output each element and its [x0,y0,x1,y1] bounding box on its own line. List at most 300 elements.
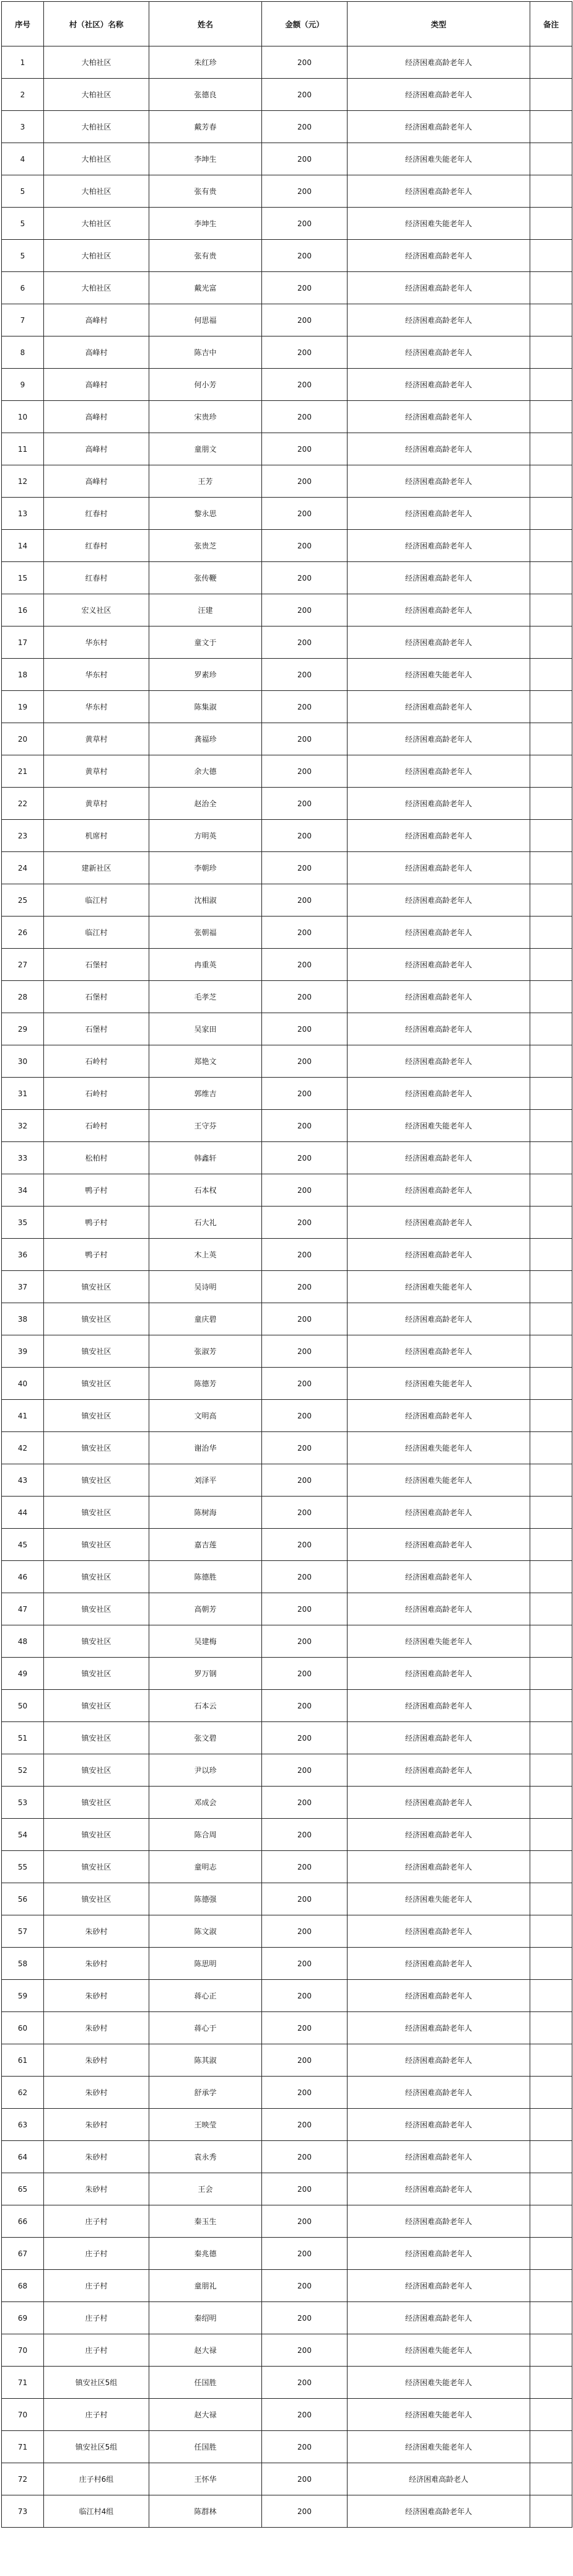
cell-name: 谢治华 [149,1432,262,1464]
cell-name: 张有贵 [149,240,262,272]
cell-index: 36 [2,1239,44,1271]
table-row [2,820,572,852]
table-row [2,2367,572,2399]
cell-name: 秦玉生 [149,2205,262,2238]
cell-index: 10 [2,401,44,433]
cell-amount: 200 [262,1432,348,1464]
table-row [2,723,572,755]
cell-village: 朱砂村 [44,2077,149,2109]
cell-type: 经济困难高龄老年人 [348,1658,530,1690]
cell-type: 经济困难高龄老年人 [348,304,530,336]
table-row [2,208,572,240]
cell-village: 镇安社区 [44,1754,149,1787]
table-row [2,1722,572,1754]
cell-index: 51 [2,1722,44,1754]
cell-remark [530,208,572,240]
cell-remark [530,2302,572,2334]
cell-index: 71 [2,2367,44,2399]
cell-amount: 200 [262,111,348,143]
cell-village: 松柏村 [44,1142,149,1174]
cell-amount: 200 [262,465,348,498]
table-row [2,949,572,981]
cell-name: 吴家田 [149,1013,262,1045]
cell-village: 石岭村 [44,1078,149,1110]
cell-name: 王守芬 [149,1110,262,1142]
cell-village: 镇安社区5组 [44,2431,149,2463]
cell-name: 陈集淑 [149,691,262,723]
cell-type: 经济困难高龄老年人 [348,1948,530,1980]
cell-name: 张传鞭 [149,562,262,594]
cell-amount: 200 [262,1851,348,1883]
header-index: 序号 [2,2,44,46]
cell-type: 经济困难高龄老年人 [348,498,530,530]
cell-name: 陈德强 [149,1883,262,1915]
cell-amount: 200 [262,949,348,981]
cell-type: 经济困难高龄老年人 [348,1561,530,1593]
cell-name: 文明高 [149,1400,262,1432]
cell-amount: 200 [262,852,348,884]
cell-type: 经济困难失能老年人 [348,2334,530,2367]
cell-remark [530,111,572,143]
cell-index: 38 [2,1303,44,1335]
cell-village: 大柏社区 [44,175,149,208]
cell-index: 40 [2,1368,44,1400]
cell-index: 23 [2,820,44,852]
cell-type: 经济困难高龄老年人 [348,1980,530,2012]
cell-index: 15 [2,562,44,594]
cell-amount: 200 [262,2495,348,2528]
table-row [2,1174,572,1207]
cell-amount: 200 [262,562,348,594]
cell-amount: 200 [262,884,348,917]
cell-amount: 200 [262,1045,348,1078]
cell-index: 35 [2,1207,44,1239]
cell-name: 邓成会 [149,1787,262,1819]
cell-village: 大柏社区 [44,111,149,143]
cell-remark [530,1529,572,1561]
cell-type: 经济困难高龄老年人 [348,1915,530,1948]
cell-remark [530,1690,572,1722]
cell-name: 何思福 [149,304,262,336]
cell-type: 经济困难高龄老年人 [348,949,530,981]
cell-village: 镇安社区 [44,1432,149,1464]
cell-amount: 200 [262,820,348,852]
cell-index: 4 [2,143,44,175]
cell-name: 张有贵 [149,175,262,208]
cell-type: 经济困难失能老年人 [348,1432,530,1464]
table-row [2,1464,572,1497]
cell-name: 童庆碧 [149,1303,262,1335]
cell-amount: 200 [262,79,348,111]
cell-village: 石堡村 [44,949,149,981]
cell-index: 8 [2,336,44,369]
cell-index: 55 [2,1851,44,1883]
table-row [2,1497,572,1529]
cell-index: 42 [2,1432,44,1464]
table-row [2,1948,572,1980]
table-row [2,788,572,820]
cell-type: 经济困难高龄老年人 [348,917,530,949]
table-row [2,1625,572,1658]
header-village: 村（社区）名称 [44,2,149,46]
cell-index: 1 [2,46,44,79]
cell-type: 经济困难高龄老年人 [348,1819,530,1851]
cell-index: 5 [2,240,44,272]
cell-index: 48 [2,1625,44,1658]
cell-village: 朱砂村 [44,1915,149,1948]
cell-amount: 200 [262,2270,348,2302]
header-amount: 金额（元） [262,2,348,46]
cell-remark [530,2495,572,2528]
cell-name: 吴建梅 [149,1625,262,1658]
table-row [2,1110,572,1142]
cell-type: 经济困难高龄老年人 [348,2495,530,2528]
cell-remark [530,2463,572,2495]
cell-type: 经济困难高龄老年人 [348,2109,530,2141]
cell-name: 陈吉中 [149,336,262,369]
cell-remark [530,562,572,594]
header-name: 姓名 [149,2,262,46]
header-remark: 备注 [530,2,572,46]
cell-type: 经济困难高龄老年人 [348,530,530,562]
cell-index: 53 [2,1787,44,1819]
cell-name: 童文于 [149,626,262,659]
cell-village: 大柏社区 [44,208,149,240]
cell-remark [530,1980,572,2012]
cell-type: 经济困难高龄老年人 [348,788,530,820]
cell-remark [530,272,572,304]
cell-village: 朱砂村 [44,1980,149,2012]
cell-remark [530,1625,572,1658]
cell-type: 经济困难高龄老年人 [348,1690,530,1722]
cell-index: 65 [2,2173,44,2205]
cell-name: 石大礼 [149,1207,262,1239]
table-row [2,1690,572,1722]
cell-amount: 200 [262,530,348,562]
table-row [2,1883,572,1915]
cell-name: 石本云 [149,1690,262,1722]
cell-name: 李朝珍 [149,852,262,884]
cell-amount: 200 [262,2367,348,2399]
cell-remark [530,1432,572,1464]
cell-type: 经济困难高龄老年人 [348,1497,530,1529]
cell-village: 高峰村 [44,433,149,465]
cell-amount: 200 [262,208,348,240]
cell-type: 经济困难高龄老年人 [348,1335,530,1368]
cell-type: 经济困难失能老年人 [348,1271,530,1303]
cell-village: 石岭村 [44,1045,149,1078]
table-row [2,691,572,723]
cell-name: 陈群林 [149,2495,262,2528]
cell-index: 61 [2,2044,44,2077]
cell-type: 经济困难失能老年人 [348,1110,530,1142]
cell-name: 张文碧 [149,1722,262,1754]
cell-remark [530,2205,572,2238]
cell-remark [530,369,572,401]
cell-type: 经济困难高龄老年人 [348,2205,530,2238]
cell-amount: 200 [262,143,348,175]
cell-index: 73 [2,2495,44,2528]
cell-amount: 200 [262,2012,348,2044]
cell-remark [530,1045,572,1078]
cell-type: 经济困难高龄老年人 [348,175,530,208]
table-row [2,2238,572,2270]
cell-type: 经济困难高龄老年人 [348,1174,530,1207]
cell-remark [530,2077,572,2109]
cell-remark [530,1787,572,1819]
table-row [2,2173,572,2205]
cell-index: 27 [2,949,44,981]
cell-village: 鸭子村 [44,1174,149,1207]
cell-type: 经济困难高龄老年人 [348,1239,530,1271]
cell-type: 经济困难失能老年人 [348,208,530,240]
cell-type: 经济困难高龄老年人 [348,1013,530,1045]
cell-remark [530,1110,572,1142]
cell-remark [530,1851,572,1883]
table-row [2,1207,572,1239]
cell-amount: 200 [262,498,348,530]
cell-type: 经济困难失能老年人 [348,1368,530,1400]
table-row [2,852,572,884]
cell-index: 18 [2,659,44,691]
cell-remark [530,46,572,79]
cell-amount: 200 [262,1239,348,1271]
cell-amount: 200 [262,2173,348,2205]
cell-amount: 200 [262,304,348,336]
cell-name: 朱红珍 [149,46,262,79]
cell-type: 经济困难高龄老年人 [348,1851,530,1883]
cell-village: 宏义社区 [44,594,149,626]
cell-remark [530,2012,572,2044]
cell-village: 镇安社区 [44,1529,149,1561]
cell-village: 大柏社区 [44,79,149,111]
cell-remark [530,626,572,659]
table-row [2,530,572,562]
cell-amount: 200 [262,272,348,304]
cell-amount: 200 [262,917,348,949]
cell-amount: 200 [262,401,348,433]
cell-index: 59 [2,1980,44,2012]
cell-remark [530,949,572,981]
table-row [2,401,572,433]
cell-remark [530,1593,572,1625]
cell-remark [530,1335,572,1368]
cell-amount: 200 [262,1303,348,1335]
cell-index: 72 [2,2463,44,2495]
cell-amount: 200 [262,2044,348,2077]
cell-index: 67 [2,2238,44,2270]
cell-amount: 200 [262,1980,348,2012]
cell-remark [530,820,572,852]
cell-amount: 200 [262,1819,348,1851]
cell-type: 经济困难高龄老年人 [348,2012,530,2044]
cell-remark [530,336,572,369]
cell-type: 经济困难高龄老年人 [348,1045,530,1078]
cell-village: 高峰村 [44,336,149,369]
cell-village: 大柏社区 [44,272,149,304]
cell-village: 机席村 [44,820,149,852]
table-row [2,2463,572,2495]
cell-name: 郑艳文 [149,1045,262,1078]
cell-village: 华东村 [44,691,149,723]
cell-amount: 200 [262,1754,348,1787]
cell-index: 7 [2,304,44,336]
cell-name: 高朝芳 [149,1593,262,1625]
table-row [2,1303,572,1335]
cell-index: 17 [2,626,44,659]
cell-amount: 200 [262,788,348,820]
cell-village: 临江村 [44,884,149,917]
cell-amount: 200 [262,1915,348,1948]
cell-amount: 200 [262,2463,348,2495]
cell-remark [530,659,572,691]
cell-remark [530,723,572,755]
table-row [2,2077,572,2109]
cell-village: 镇安社区 [44,1819,149,1851]
cell-amount: 200 [262,2334,348,2367]
cell-amount: 200 [262,1497,348,1529]
cell-index: 20 [2,723,44,755]
table-row [2,1851,572,1883]
table-row [2,884,572,917]
table-row [2,1271,572,1303]
table-row [2,1915,572,1948]
cell-village: 黄草村 [44,788,149,820]
cell-index: 66 [2,2205,44,2238]
cell-remark [530,2044,572,2077]
cell-index: 32 [2,1110,44,1142]
cell-amount: 200 [262,369,348,401]
cell-index: 49 [2,1658,44,1690]
cell-amount: 200 [262,46,348,79]
cell-type: 经济困难高龄老年人 [348,594,530,626]
cell-village: 镇安社区 [44,1497,149,1529]
cell-type: 经济困难高龄老年人 [348,369,530,401]
cell-index: 26 [2,917,44,949]
cell-amount: 200 [262,1464,348,1497]
cell-index: 31 [2,1078,44,1110]
cell-amount: 200 [262,2399,348,2431]
cell-amount: 200 [262,594,348,626]
cell-remark [530,1207,572,1239]
cell-remark [530,2173,572,2205]
table-row [2,1561,572,1593]
cell-type: 经济困难高龄老年人 [348,401,530,433]
cell-type: 经济困难高龄老年人 [348,1787,530,1819]
cell-type: 经济困难高龄老年人 [348,1722,530,1754]
cell-amount: 200 [262,1883,348,1915]
cell-index: 6 [2,272,44,304]
header-row [2,2,572,46]
cell-village: 黄草村 [44,755,149,788]
cell-amount: 200 [262,981,348,1013]
cell-amount: 200 [262,175,348,208]
cell-name: 尹以珍 [149,1754,262,1787]
cell-remark [530,175,572,208]
table-row [2,1335,572,1368]
cell-remark [530,1013,572,1045]
cell-index: 41 [2,1400,44,1432]
cell-index: 29 [2,1013,44,1045]
cell-remark [530,498,572,530]
cell-type: 经济困难失能老年人 [348,1883,530,1915]
cell-amount: 200 [262,1013,348,1045]
cell-index: 46 [2,1561,44,1593]
table-row [2,2399,572,2431]
cell-amount: 200 [262,2431,348,2463]
cell-village: 高峰村 [44,304,149,336]
cell-village: 庄子村 [44,2238,149,2270]
cell-amount: 200 [262,755,348,788]
cell-remark [530,884,572,917]
cell-index: 62 [2,2077,44,2109]
cell-type: 经济困难高龄老年人 [348,46,530,79]
table-row [2,143,572,175]
table-row [2,46,572,79]
cell-remark [530,755,572,788]
cell-village: 鸭子村 [44,1207,149,1239]
cell-name: 陈文淑 [149,1915,262,1948]
cell-index: 44 [2,1497,44,1529]
cell-amount: 200 [262,1561,348,1593]
cell-index: 28 [2,981,44,1013]
cell-index: 21 [2,755,44,788]
cell-type: 经济困难高龄老年人 [348,433,530,465]
cell-remark [530,465,572,498]
cell-remark [530,1271,572,1303]
cell-name: 赵大禄 [149,2399,262,2431]
table-row [2,304,572,336]
cell-type: 经济困难高龄老年人 [348,2270,530,2302]
cell-type: 经济困难高龄老年人 [348,1142,530,1174]
cell-remark [530,1754,572,1787]
cell-village: 高峰村 [44,369,149,401]
cell-index: 45 [2,1529,44,1561]
cell-name: 冉重英 [149,949,262,981]
cell-remark [530,917,572,949]
cell-type: 经济困难高龄老年人 [348,272,530,304]
cell-index: 63 [2,2109,44,2141]
cell-index: 50 [2,1690,44,1722]
cell-name: 石本权 [149,1174,262,1207]
table-row [2,562,572,594]
table-row [2,626,572,659]
cell-village: 大柏社区 [44,143,149,175]
table-row [2,1432,572,1464]
cell-name: 何小芳 [149,369,262,401]
cell-village: 红春村 [44,530,149,562]
cell-remark [530,143,572,175]
cell-name: 沈相淑 [149,884,262,917]
cell-remark [530,2109,572,2141]
cell-village: 庄子村 [44,2270,149,2302]
cell-type: 经济困难高龄老年人 [348,1754,530,1787]
cell-amount: 200 [262,1335,348,1368]
cell-remark [530,1142,572,1174]
cell-village: 镇安社区5组 [44,2367,149,2399]
cell-index: 9 [2,369,44,401]
cell-name: 毛孝芝 [149,981,262,1013]
cell-remark [530,1722,572,1754]
cell-amount: 200 [262,2077,348,2109]
cell-name: 罗万钢 [149,1658,262,1690]
cell-index: 5 [2,175,44,208]
cell-village: 朱砂村 [44,2173,149,2205]
table-row [2,1239,572,1271]
table-row [2,433,572,465]
table-row [2,1980,572,2012]
cell-amount: 200 [262,1593,348,1625]
